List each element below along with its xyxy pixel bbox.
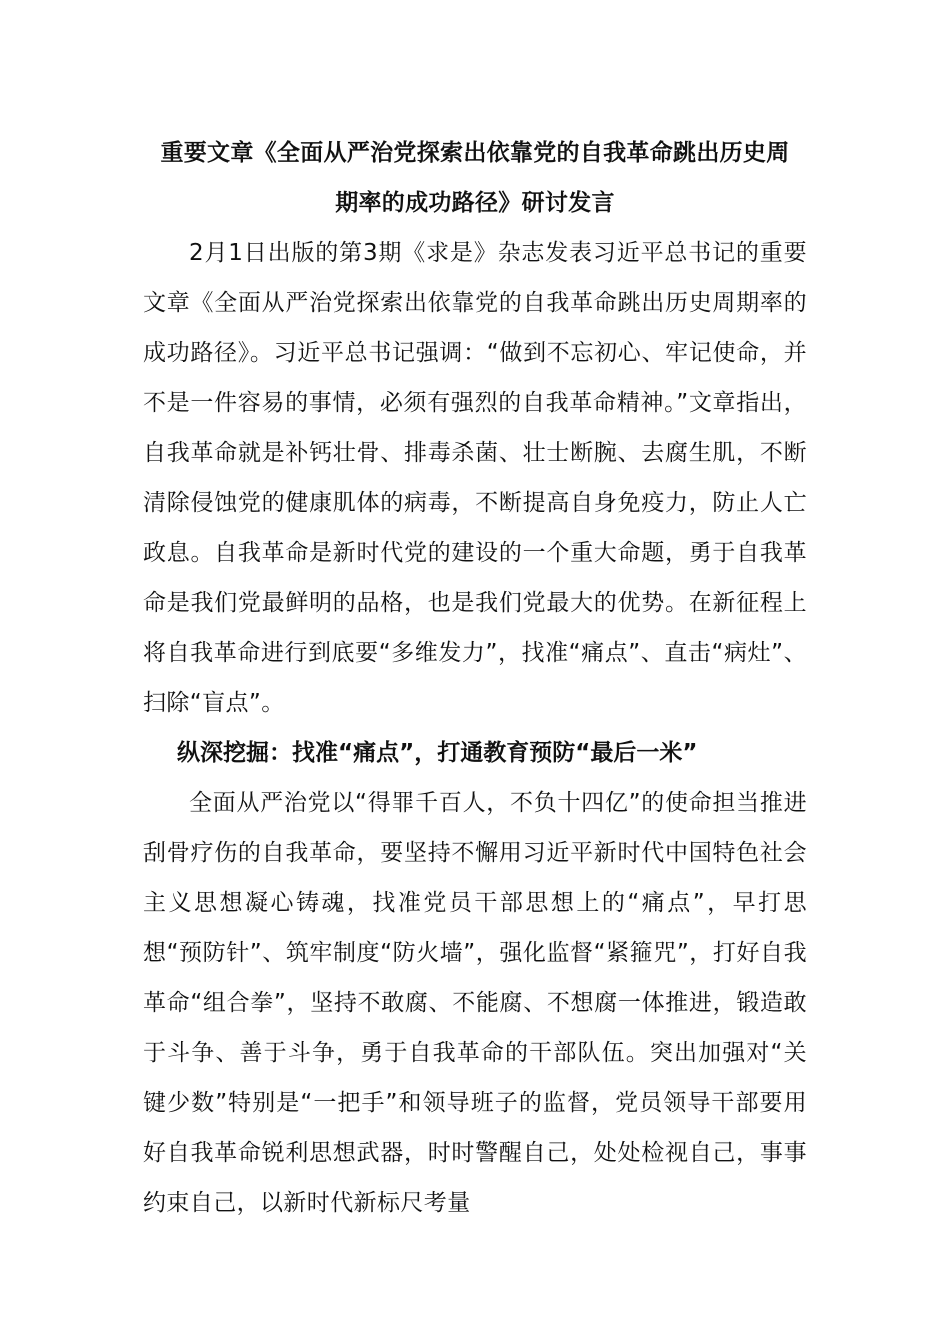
section-heading: 纵深挖掘：找准“痛点”，打通教育预防“最后一米” <box>177 740 698 766</box>
document-page <box>143 128 807 1228</box>
paragraph-body: 全面从严治党以“得罪千百人，不负十四亿”的使命担当推进刮骨疗伤的自我革命，要坚持不懈用习近平新时代中国特色社会主义思想凝心铸魂，找准党员干部思想上的“痛点”，早打思想“预防针”、筑牢制度“防火墙”，强化监督“紧箍咒”，打好自我革命“组合拳”，坚持不敢腐、不能腐、不想腐一体推进，锻造敢于斗争、善于斗争，勇于自我革命的干部队伍。突出加强对“关键少数”特别是“一把手”和领导班子的监督，党员领导干部要用好自我革命锐利思想武器，时时警醒自己，处处检视自己，事事约束自己，以新时代新标尺考量 <box>143 790 807 1216</box>
document-title <box>143 128 807 228</box>
paragraph-intro: 2月1日出版的第3期《求是》杂志发表习近平总书记的重要文章《全面从严治党探索出依靠党的自我革命跳出历史周期率的成功路径》。习近平总书记强调：“做到不忘初心、牢记使命，并不是一件容易的事情，必须有强烈的自我革命精神。”文章指出，自我革命就是补钙壮骨、排毒杀菌、壮士断腕、去腐生肌，不断清除侵蚀党的健康肌体的病毒，不断提高自身免疫力，防止人亡政息。自我革命是新时代党的建设的一个重大命题，勇于自我革命是我们党最鲜明的品格，也是我们党最大的优势。在新征程上将自我革命进行到底要“多维发力”，找准“痛点”、直击“病灶”、扫除“盲点”。 <box>143 240 807 716</box>
title-line-1: 重要文章《全面从严治党探索出依靠党的自我革命跳出历史周 <box>160 140 790 166</box>
title-line-2: 期率的成功路径》研讨发言 <box>335 190 615 216</box>
